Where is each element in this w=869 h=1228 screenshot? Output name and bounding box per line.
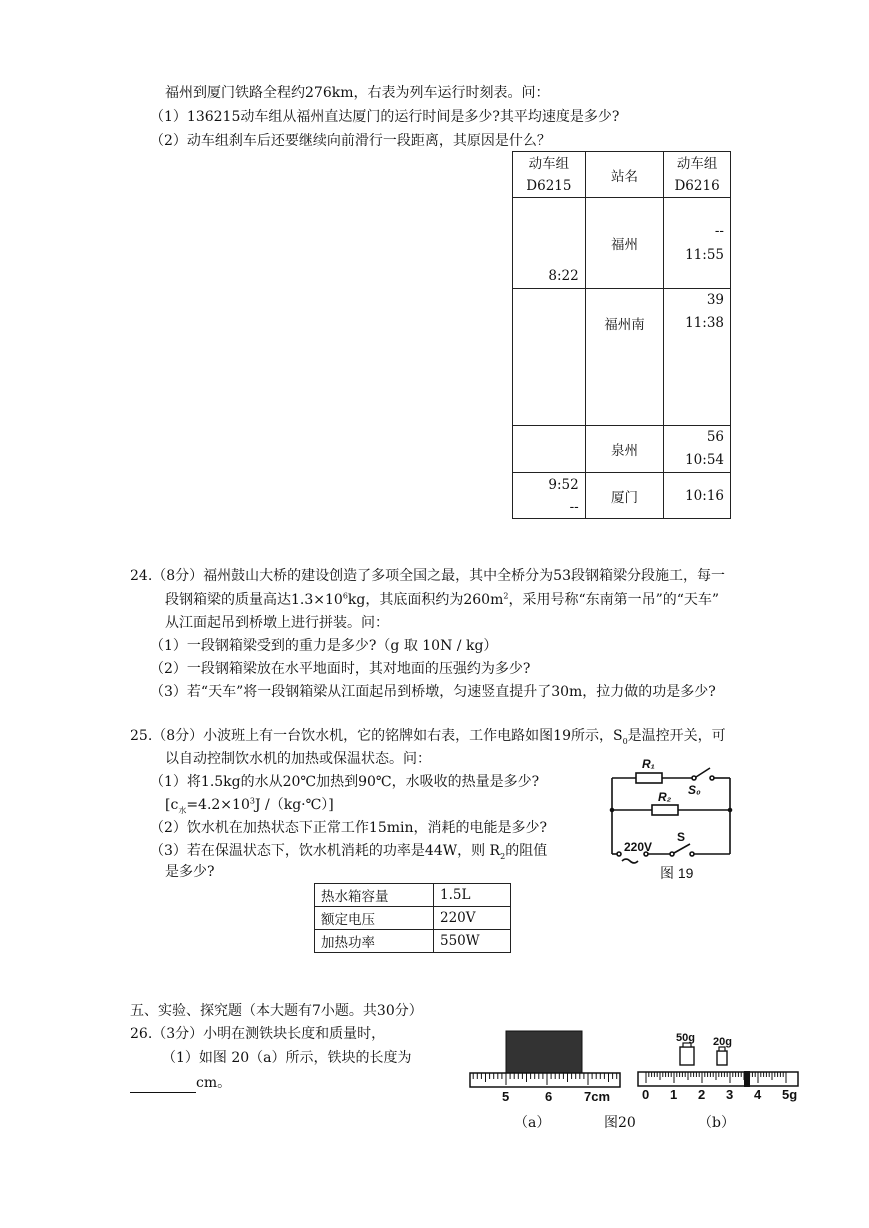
scale-tick-label: 0 [642,1087,650,1102]
spec-key: 热水箱容量 [315,884,434,907]
cell-d6215-xiamen: 9:52 -- [513,473,586,519]
spec-value: 550W [434,930,511,953]
weight-20g [717,1051,727,1065]
scale-tick-label: 4 [754,1087,762,1102]
ruler-a-tick-label: 5 [502,1089,510,1104]
header-d6215: 动车组 D6215 [513,152,586,198]
q23-sub2: （2）动车组刹车后还要继续向前滑行一段距离，其原因是什么？ [150,133,551,149]
ruler-a-tick-label: 6 [545,1089,553,1104]
table-row [513,473,731,519]
fig19-caption: 图 19 [660,865,694,881]
train-timetable [512,151,731,519]
nameplate-table [314,883,511,953]
q24-line2: 段钢箱梁的质量高达$1.3\times 10^6kg$，其底面积约为$260m^2$，采用号称“东南第一吊”的“天车” [165,591,720,608]
cell-station-xiamen: 厦门 [585,473,663,519]
label-r2: R₂ [658,790,672,804]
q25-sub3: （3）若在保温状态下，饮水机消耗的功率是44W，则 $R_2$的阻值 [150,843,548,861]
spec-key: 额定电压 [315,907,434,930]
label-r1: R₁ [642,757,655,771]
q24-line3: 从江面起吊到桥墩上进行拼装。问： [165,615,389,631]
q25-sub3-cont: 是多少? [165,864,215,880]
spec-value: 220V [434,907,511,930]
q23-sub1: （1）136215动车组从福州直达厦门的运行时间是多少?其平均速度是多少? [150,109,620,125]
cell-d6216-fuzhou: -- 11:55 [664,198,731,289]
q24-line1: 24.（8分）福州鼓山大桥的建设创造了多项全国之最，其中全桥分为53段钢箱梁分段施工，每一 [130,568,725,584]
q26-line1: 26.（3分）小明在测铁块长度和质量时， [130,1026,386,1042]
cell-station-quanzhou: 泉州 [585,426,663,473]
fig20-caption: 图20 [604,1115,636,1131]
figure-20 [468,1027,808,1137]
q25-line2: 以自动控制饮水机的加热或保温状态。问： [165,751,431,767]
q24-sub2: （2）一段钢箱梁放在水平地面时，其对地面的压强约为多少? [150,661,531,677]
table-row [513,426,731,473]
cell-station-fuzhou: 福州 [585,198,663,289]
fig20-label-a: （a） [514,1115,551,1131]
label-s: S [677,830,686,844]
section5-heading: 五、实验、探究题（本大题有7小题。共30分） [130,1003,423,1019]
label-220v: 220V [624,840,653,854]
iron-block [506,1031,582,1073]
scale-tick-label: 5g [782,1087,798,1102]
table-row [315,884,511,907]
beam-scale-b [638,1072,798,1086]
circuit-diagram-fig19 [600,752,750,892]
cell-d6215-quanzhou [513,426,586,473]
spec-value: 1.5L [434,884,511,907]
cell-d6215-fuzhounan [513,289,586,426]
q23-intro: 福州到厦门铁路全程约276km，右表为列车运行时刻表。问： [165,85,550,101]
scale-tick-label: 1 [670,1087,678,1102]
label-50g: 50g [676,1032,695,1044]
table-row [315,930,511,953]
header-d6216: 动车组 D6216 [664,152,731,198]
header-station: 站名 [585,152,663,198]
weight-50g [680,1047,694,1065]
table-row [513,289,731,426]
q25-sub1: （1）将1.5kg的水从20℃加热到90℃，水吸收的热量是多少? [150,774,540,790]
rider [744,1071,750,1087]
cell-d6215-fuzhou: 8:22 [513,198,586,289]
label-20g: 20g [713,1036,732,1048]
answer-blank[interactable] [130,1078,196,1093]
q24-sub1: （1）一段钢箱梁受到的重力是多少?（g 取 10N / kg） [150,638,498,654]
q25-sub1-note: [$c_水=4.2\times 10^3J$ /（kg·℃）] [165,796,334,815]
cell-d6216-fuzhounan: 39 11:38 [664,289,731,426]
table-row [315,907,511,930]
q26-line3: cm。 [130,1073,231,1093]
q25-line1: 25.（8分）小波班上有一台饮水机，它的铭牌如右表，工作电路如图19所示，$S_0$是温控开关，可 [130,728,726,746]
scale-tick-label: 3 [726,1087,734,1102]
fig20-label-b: （b） [698,1115,735,1131]
ruler-a [470,1073,620,1087]
cell-d6216-xiamen: 10:16 [664,473,731,519]
q26-line2: （1）如图 20（a）所示，铁块的长度为 [162,1050,412,1066]
scale-tick-label: 2 [698,1087,706,1102]
cell-station-fuzhounan: 福州南 [585,289,663,426]
label-s0: S₀ [688,783,701,797]
q24-sub3: （3）若“天车”将一段钢箱梁从江面起吊到桥墩，匀速竖直提升了30m，拉力做的功是多少? [150,684,716,700]
table-row [513,198,731,289]
q25-sub2: （2）饮水机在加热状态下正常工作15min，消耗的电能是多少? [150,820,547,836]
ruler-a-tick-label: 7cm [584,1089,611,1104]
spec-key: 加热功率 [315,930,434,953]
cell-d6216-quanzhou: 56 10:54 [664,426,731,473]
